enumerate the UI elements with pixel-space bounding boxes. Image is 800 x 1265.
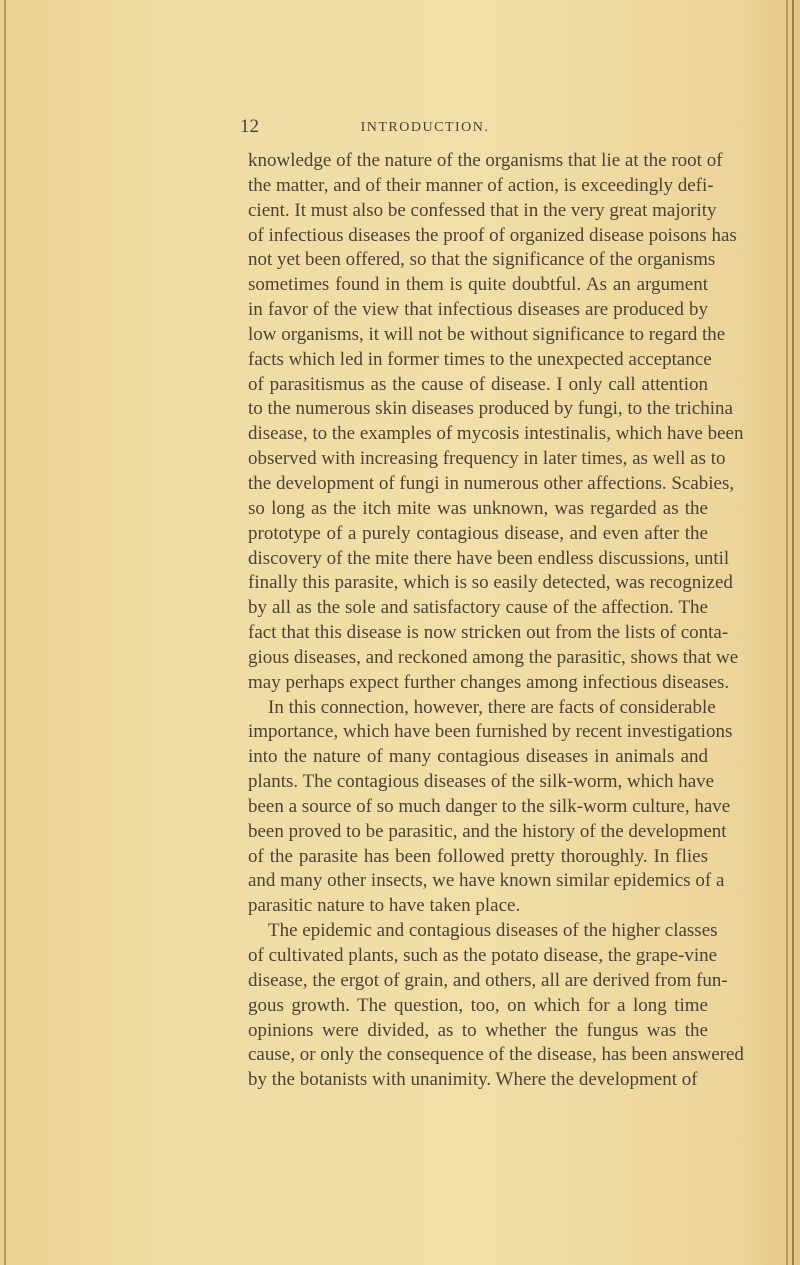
text-line: sometimes found in them is quite doubtful. As an argument xyxy=(248,274,708,296)
text-line: been a source of so much danger to the silk-worm culture, have xyxy=(248,795,731,817)
text-line: so long as the itch mite was unknown, was regarded as the xyxy=(248,497,708,519)
text-line: disease, the ergot of grain, and others, all are derived from fun- xyxy=(248,969,728,991)
page-edge-left xyxy=(4,0,6,1265)
text-line: fact that this disease is now stricken out from the lists of conta- xyxy=(248,622,729,644)
page-edge-right-outer xyxy=(792,0,794,1265)
text-line: of cultivated plants, such as the potato disease, the grape-vine xyxy=(248,945,718,966)
text-line: to the numerous skin diseases produced by fungi, to the trichina xyxy=(248,398,733,420)
text-line: cause, or only the consequence of the disease, has been answered xyxy=(248,1044,744,1066)
text-line: discovery of the mite there have been endless discussions, until xyxy=(248,547,730,569)
text-line: of infectious diseases the proof of organized disease poisons has xyxy=(248,224,737,246)
text-line: into the nature of many contagious diseases in animals and xyxy=(248,746,708,768)
text-line: disease, to the examples of mycosis intestinalis, which have been xyxy=(248,423,744,445)
text-line: parasitic nature to have taken place. xyxy=(248,895,521,917)
text-line: the development of fungi in numerous other affections. Scabies, xyxy=(248,472,735,494)
text-line: of parasitismus as the cause of disease. I only call attention xyxy=(248,373,708,395)
text-line: opinions were divided, as to whether the fungus was the xyxy=(248,1019,708,1041)
page-edge-right xyxy=(786,0,788,1265)
running-head: INTRODUCTION. xyxy=(360,120,490,135)
text-line: knowledge of the nature of the organisms that lie at the root of xyxy=(248,150,723,171)
text-line: cient. It must also be confessed that in the very great majority xyxy=(248,199,717,221)
body-text xyxy=(248,149,744,1093)
text-line: low organisms, it will not be without significance to regard the xyxy=(248,323,726,345)
text-line: observed with increasing frequency in later times, as well as to xyxy=(248,448,726,470)
text-line: gous growth. The question, too, on which for a long time xyxy=(248,994,708,1016)
text-line: not yet been offered, so that the significance of the organisms xyxy=(248,249,716,271)
text-line: by the botanists with unanimity. Where the development of xyxy=(248,1069,698,1091)
page-number: 12 xyxy=(240,116,259,137)
text-line: the matter, and of their manner of action, is exceedingly defi- xyxy=(248,174,714,196)
text-line: gious diseases, and reckoned among the parasitic, shows that we xyxy=(248,646,739,668)
text-line: plants. The contagious diseases of the silk-worm, which have xyxy=(248,771,715,793)
text-line: prototype of a purely contagious disease, and even after the xyxy=(248,522,708,544)
text-line: facts which led in former times to the unexpected acceptance xyxy=(248,348,712,370)
text-line: and many other insects, we have known similar epidemics of a xyxy=(248,870,725,892)
text-line: The epidemic and contagious diseases of the higher classes xyxy=(268,920,718,942)
text-line: finally this parasite, which is so easily detected, was recognized xyxy=(248,572,733,594)
text-line: of the parasite has been followed pretty thoroughly. In flies xyxy=(248,845,708,867)
text-line: may perhaps expect further changes among infectious diseases. xyxy=(248,671,730,693)
text-line: In this connection, however, there are facts of considerable xyxy=(268,696,716,718)
text-line: in favor of the view that infectious diseases are produced by xyxy=(248,299,708,321)
text-line: been proved to be parasitic, and the history of the development xyxy=(248,820,727,842)
text-line: by all as the sole and satisfactory cause of the affection. The xyxy=(248,597,708,619)
text-line: importance, which have been furnished by recent investigations xyxy=(248,721,733,743)
